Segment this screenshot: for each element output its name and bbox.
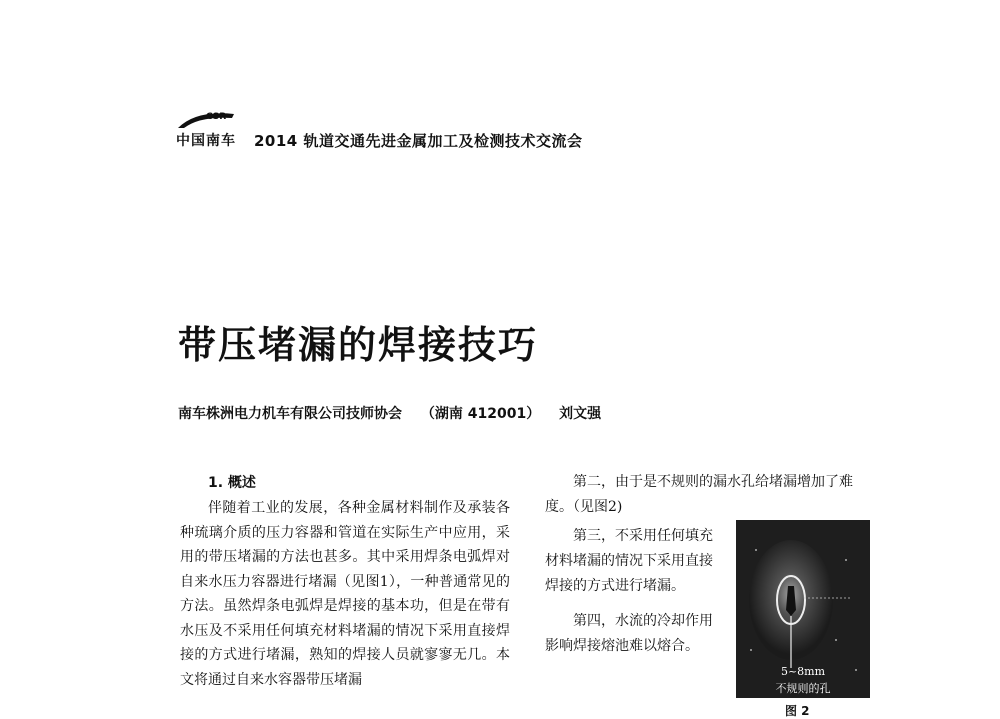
logo-name: 中国南车 [176,133,236,149]
location: （湖南 412001） [420,406,541,422]
conference-title: 2014 轨道交通先进金属加工及检测技术交流会 [254,132,583,150]
figure-2-photo [736,520,870,698]
dimension-label: 5~8mm [780,665,826,678]
left-column [180,472,510,692]
csr-logo [176,108,246,148]
body-paragraph-3: 第三，不采用任何填充材料堵漏的情况下采用直接焊接的方式进行堵漏。 [545,528,713,594]
paper-title: 带压堵漏的焊接技巧 [178,322,539,367]
hole-label: 不规则的孔 [775,682,831,695]
author-line [178,403,615,423]
author-name: 刘文强 [559,406,602,422]
section-heading: 1. 概述 [208,475,256,491]
logo-abbr: CSR [206,112,227,122]
body-paragraph-2: 第二，由于是不规则的漏水孔给堵漏增加了难度。（见图2) [545,474,853,515]
affiliation: 南车株洲电力机车有限公司技师协会 [178,406,402,422]
body-paragraph-4: 第四，水流的冷却作用影响焊接熔池难以熔合。 [545,613,713,654]
body-paragraph: 伴随着工业的发展，各种金属材料制作及承装各种琉璃介质的压力容器和管道在实际生产中应用，采用的带压堵漏的方法也甚多。其中采用焊条电弧焊对自来水压力容器进行堵漏（见图1），一种普通常见的方法。虽然焊条电弧焊是焊接的基本功，但是在带有水压及不采用任何填充材料堵漏的情况下采用直接焊接的方式进行堵漏，熟知的焊接人员就寥寥无几。本文将通过自来水容器带压堵漏 [180,500,510,688]
figure-caption: 图 2 [785,704,810,718]
